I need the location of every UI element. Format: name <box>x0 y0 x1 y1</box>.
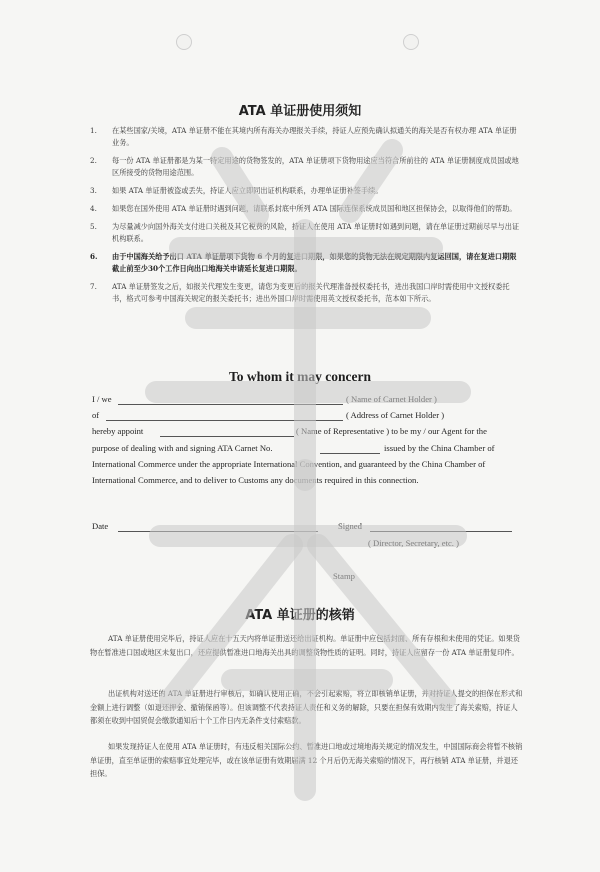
punch-hole-left <box>176 34 192 50</box>
i-we-label: I / we <box>92 394 112 404</box>
hereby-appoint-label: hereby appoint <box>92 426 144 436</box>
signature-line[interactable] <box>370 531 512 532</box>
issued-by-text: issued by the China Chamber of <box>384 443 495 453</box>
stamp-label: Stamp <box>333 571 355 581</box>
notice-item: 5. 为尽量减少向国外海关支付进口关税及其它税费的风险，持证人在使用 ATA 单证册时如遇到问题，请在单证册过期前尽早与出证机构联系。 <box>90 221 520 243</box>
cancellation-paragraph: 如果发现持证人在使用 ATA 单证册时，有违反相关国际公约、暂准进口地或过境地海关规定的情况发生，中国国际商会将暂不核销单证册，直至单证册的索赔事宜处理完毕，或在该单证册有效期届满 12 个月后仍无海关索赔的情况下，再行核销 ATA 单证册，并退还担保。 <box>90 742 523 779</box>
cancellation-title: ATA 单证册的核销 <box>245 608 355 623</box>
customs-text: International Commerce, and to deliver to Customs any documents required in this connection. <box>92 475 419 485</box>
date-line[interactable] <box>118 531 318 532</box>
convention-text: International Commerce under the appropriate International Convention, and guaranteed by the China Chamber of <box>92 459 486 469</box>
punch-hole-right <box>403 34 419 50</box>
carnet-number-text: purpose of dealing with and signing ATA Carnet No. <box>92 443 273 453</box>
notice-item: 2. 每一份 ATA 单证册都是为某一特定用途的货物签发的，ATA 单证册项下货物用途应当符合所前往的 ATA 单证册制度成员国或地区所接受的货物用途范围。 <box>90 155 519 177</box>
holder-name-line[interactable] <box>118 404 343 405</box>
notice-item: 7. ATA 单证册签发之后，如报关代理发生变更，请您为变更后的报关代理准备授权委托书，进出我国口岸时需使用中文授权委托书，格式可参考中国海关规定的报关委托书；进出外国口岸时需使用英文授权委托书，范本如下所示。 <box>90 281 510 303</box>
signed-label: Signed <box>338 521 362 531</box>
cancellation-paragraph: 出证机构对送还的 ATA 单证册进行审核后，如确认使用正确，不会引起索赔，将立即核销单证册，并对持证人提交的担保在形式和金额上进行调整（如退还押金、撤销保函等）。但该调整不代表持证人责任和义务的解除，只要在担保有效期内发生了海关索赔，持证人都须在收到中国贸促会缴款通知后十个工作日内无条件支付索赔款。 <box>90 689 523 726</box>
representative-line[interactable] <box>160 436 294 437</box>
notice-item: 1. 在某些国家/关境，ATA 单证册不能在其境内所有海关办理报关手续，持证人应预先确认拟通关的海关是否有权办理 ATA 单证册业务。 <box>90 126 517 147</box>
notice-item-bold: 6. 由于中国海关给予出口 ATA 单证册项下货物 6 个月的复进口期限，如果您的货物无法在规定期限内复运回国，请在复进口期限截止前至少30个工作日向出口地海关申请延长复进口期限。 <box>90 251 517 273</box>
holder-name-caption: ( Name of Carnet Holder ) <box>346 394 437 404</box>
representative-caption: ( Name of Representative ) to be my / our Agent for the <box>296 426 487 436</box>
date-label: Date <box>92 521 109 531</box>
signer-role-caption: ( Director, Secretary, etc. ) <box>368 538 459 548</box>
notice-item: 4. 如果您在国外使用 ATA 单证册时遇到问题，请联系封底中所列 ATA 国际连保系统成员国和地区担保协会，以取得他们的帮助。 <box>90 203 517 213</box>
carnet-number-line[interactable] <box>320 453 380 454</box>
notice-list <box>88 125 520 311</box>
cancellation-paragraph: ATA 单证册使用完毕后，持证人应在十五天内将单证册送还给出证机构。单证册中应包括封面、所有存根和未使用的凭证。如果货物在暂准进口国或地区未复出口，还应提供暂准进口地海关出具的调整货物性质的证明。同时，持证人应留存一份 ATA 单证册复印件。 <box>90 634 520 657</box>
notice-title: ATA 单证册使用须知 <box>238 104 362 119</box>
holder-address-line[interactable] <box>106 420 343 421</box>
authorization-title: To whom it may concern <box>229 369 371 384</box>
notice-item: 3. 如果 ATA 单证册被盗或丢失，持证人应立即同出证机构联系，办理单证册补签手续。 <box>90 185 383 195</box>
of-label: of <box>92 410 100 420</box>
holder-address-caption: ( Address of Carnet Holder ) <box>346 410 445 420</box>
